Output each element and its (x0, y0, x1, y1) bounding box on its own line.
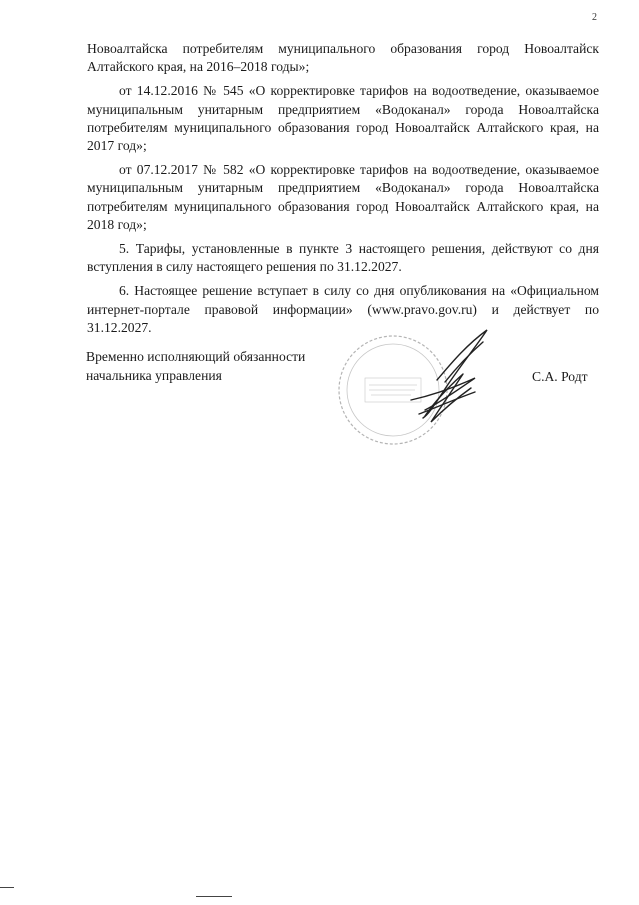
handwritten-signature (411, 330, 487, 422)
paragraph-decision-582: от 07.12.2017 № 582 «О корректировке тарифов на водоотведение, оказываемое муниципальным унитарным предприятием «Водоканал» города Новоалтайска потребителям муниципального образования город Новоалтайск Алтайского края, на 2018 год»; (87, 162, 599, 232)
paragraph-continuation: Новоалтайска потребителям муниципального образования город Новоалтайск Алтайского края, на 2016–2018 годы»; (87, 41, 599, 75)
official-stamp-and-signature (325, 318, 495, 458)
paragraph-item-5: 5. Тарифы, установленные в пункте 3 настоящего решения, действуют со дня вступления в силу настоящего решения по 31.12.2027. (87, 241, 599, 275)
signatory-title-line-1: Временно исполняющий обязанности (86, 349, 306, 364)
scan-edge-mark (0, 887, 14, 888)
document-body (87, 40, 599, 343)
signatory-name: С.А. Родт (532, 369, 588, 384)
signatory-title (86, 347, 305, 385)
page-number: 2 (592, 12, 597, 23)
signatory-title-line-2: начальника управления (86, 368, 222, 383)
paragraph-decision-545: от 14.12.2016 № 545 «О корректировке тарифов на водоотведение, оказываемое муниципальным унитарным предприятием «Водоканал» города Новоалтайска потребителям муниципального образования город Новоалтайск Алтайского края, на 2017 год»; (87, 83, 599, 154)
scan-edge-mark (196, 896, 232, 897)
paragraph-item-6: 6. Настоящее решение вступает в силу со дня опубликования на «Официальном интернет-портале правовой информации» (www.pravo.gov.ru) и действует по 31.12.2027. (87, 283, 599, 335)
official-seal-icon (339, 336, 447, 444)
